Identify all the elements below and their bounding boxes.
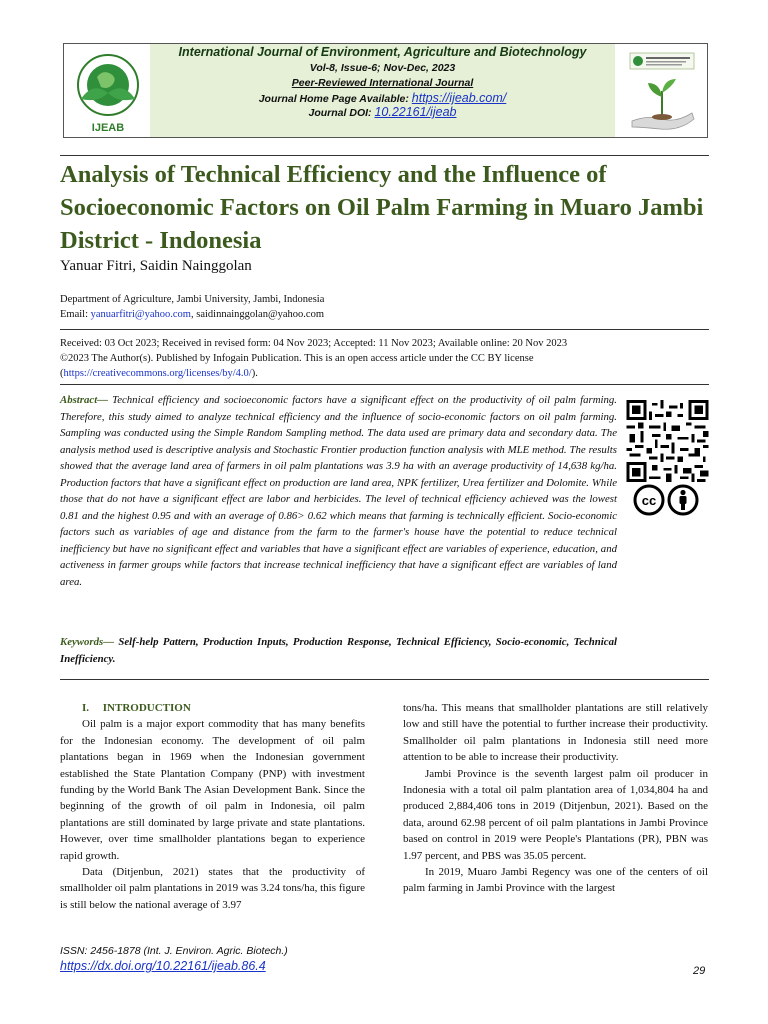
abstract-text: Technical efficiency and socioeconomic factors have a significant effect on the productivity of oil palm farming. Therefore, this study aimed to analyze technical efficiency and the influence of socio-economic factors on oil palm farming. Sampling was conducted using the Simple Random Sampling method. The data used are primary data and secondary data. The analysis method used is descriptive analysis and Stochastic Frontier production function analysis with MLE method. The results showed that the average land area of farmers in oil palm plantations was 3.9 ha with an average productivity of 14,638 kg/ha. Production factors that have a significant effect on production are land area, NPK fertilizer, Urea fertilizer and Dolomite. While those that do not have a significant effect are labor and herbicides. The level of technical efficiency achieved was the lowest 0.81 and the highest 0.95 and with an average of 0.86> 0.62 which means that farming is technically efficient. Socio-economic factors such as variables of age and distance from the farm to the farmer's house have the potential to reduce technical inefficiency but have no significant effect and variables that have a significant effect are variables of experience, education, and activeness in farmer groups while factors that increase technical inefficiency that have a significant effect are variables of land area. <box>60 394 617 588</box>
intro-paragraph-1: Oil palm is a major export commodity that has many benefits for the Indonesian economy. The development of oil palm plantations began in 1969 when the Indonesian government established the State Plantation Company (PNP) with investment funding by the World Bank The Asian Development Bank. Since the beginning of the growth of oil palm in Indonesia, oil palm plantations are still dominated by large private and state plantations. However, over time smallholder plantations began to experience rapid growth. <box>60 718 365 862</box>
article-dates <box>60 336 710 381</box>
journal-doi-link[interactable]: 10.22161/ijeab <box>374 105 457 119</box>
affiliation-rule <box>60 329 709 330</box>
journal-name: International Journal of Environment, Agriculture and Biotechnology <box>178 45 587 59</box>
email-2: saidinnainggolan@yahoo.com <box>196 309 325 320</box>
intro-paragraph-2: Data (Ditjenbun, 2021) states that the productivity of smallholder oil palm plantations in 2019 was 3.24 tons/ha, this figure is still below the national average of 3.97 <box>60 866 365 911</box>
right-column <box>403 700 708 897</box>
home-page-line: Journal Home Page Available: https://ijeab.com/ <box>258 91 507 105</box>
left-column <box>60 700 365 913</box>
affiliation <box>60 292 324 322</box>
home-page-link[interactable]: https://ijeab.com/ <box>411 91 507 105</box>
svg-text:cc: cc <box>641 493 657 508</box>
qr-code-icon[interactable] <box>625 400 710 482</box>
peer-reviewed-label: Peer-Reviewed International Journal <box>291 77 474 89</box>
svg-text:IJEAB: IJEAB <box>91 122 125 134</box>
email-link-1[interactable]: yanuarfitri@yahoo.com <box>90 309 191 320</box>
section-heading-introduction: I. INTRODUCTION <box>82 702 191 714</box>
keywords-label: Keywords— <box>60 636 114 648</box>
dates-rule <box>60 384 709 385</box>
keywords <box>60 634 617 667</box>
emails: Email: yanuarfitri@yahoo.com, saidinnainggolan@yahoo.com <box>60 309 325 320</box>
authors: Yanuar Fitri, Saidin Nainggolan <box>60 258 252 274</box>
intro-paragraph-3: tons/ha. This means that smallholder plantations are still relatively low and still have the potential to further increase their productivity. Smallholder oil palm plantations in Indonesia still need more attention to be able to increase their productivity. <box>403 702 708 764</box>
journal-logo-left <box>67 47 149 135</box>
keywords-rule <box>60 679 709 680</box>
article-doi-link[interactable]: https://dx.doi.org/10.22161/ijeab.86.4 <box>60 959 266 973</box>
license-url-line: (https://creativecommons.org/licenses/by/4.0/). <box>60 368 258 379</box>
page-number: 29 <box>693 965 706 977</box>
keywords-text: Self-help Pattern, Production Inputs, Production Response, Technical Efficiency, Socio-economic, Technical Inefficiency. <box>60 636 617 665</box>
volume-issue: Vol-8, Issue-6; Nov-Dec, 2023 <box>309 62 456 74</box>
dates-line: Received: 03 Oct 2023; Received in revised form: 04 Nov 2023; Accepted: 11 Nov 2023; Available online: 20 Nov 2023 <box>60 338 568 349</box>
issn: ISSN: 2456-1878 (Int. J. Environ. Agric. Biotech.) <box>60 945 288 957</box>
abstract-label: Abstract— <box>60 394 108 406</box>
page-footer <box>60 945 288 973</box>
paper-title: Analysis of Technical Efficiency and the Influence of Socioeconomic Factors on Oil Palm Farming in Muaro Jambi District - Indonesia <box>60 161 704 254</box>
journal-info <box>150 44 615 137</box>
license-line: ©2023 The Author(s). Published by Infogain Publication. This is an open access article under the CC BY license <box>60 353 534 364</box>
department: Department of Agriculture, Jambi University, Jambi, Indonesia <box>60 294 325 305</box>
intro-paragraph-4: Jambi Province is the seventh largest palm oil producer in Indonesia with a total oil palm plantation area of 1,034,804 ha and produced 2,884,406 tons in 2019 (Ditjenbun, 2021). Based on the data, around 62.98 percent of oil palm plantations in Jambi Province based on control in 2019 were People's Plantations (PR), PBN was 1.97 percent, and PBS was 35.05 percent. <box>403 767 708 862</box>
header-rule <box>60 155 709 156</box>
cc-by-license-icon[interactable] <box>632 484 702 516</box>
abstract <box>60 392 617 590</box>
doi-line: Journal DOI: 10.22161/ijeab <box>308 105 457 119</box>
license-link[interactable]: https://creativecommons.org/licenses/by/4.0/ <box>63 368 252 379</box>
hand-seedling-logo <box>620 47 704 135</box>
journal-header <box>63 43 708 138</box>
intro-paragraph-5: In 2019, Muaro Jambi Regency was one of the centers of oil palm farming in Jambi Province with the largest <box>403 866 708 895</box>
